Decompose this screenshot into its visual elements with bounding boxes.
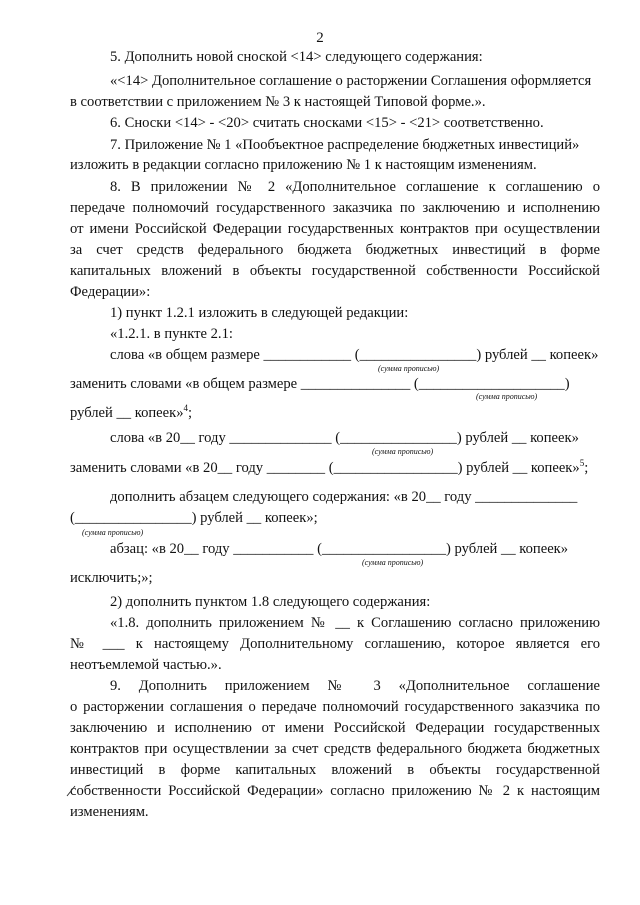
form-line-replace: заменить словами «в общем размере _______________ (____________________) (70, 376, 570, 392)
paragraph-line: заключению и исполнению от имени Российской Федерации государственных (70, 720, 600, 736)
caption-sum-in-words: (сумма прописью) (372, 447, 434, 456)
paragraph-line: собственности Российской Федерации» согласно приложению № 2 к настоящим (70, 783, 600, 799)
footnote-ref: 5 (579, 458, 585, 469)
paragraph-line: контрактов при осуществлении за счет средств федерального бюджета бюджетных (70, 741, 600, 757)
caption-sum-in-words: (сумма прописью) (362, 558, 424, 567)
quote-1-2-1: «1.2.1. в пункте 2.1: (110, 326, 233, 342)
paragraph-line: Федерации»: (70, 284, 151, 300)
caption-sum-in-words: (сумма прописью) (476, 392, 538, 401)
subitem-2: 2) дополнить пунктом 1.8 следующего содержания: (110, 594, 431, 610)
caption-sum-in-words: (сумма прописью) (82, 528, 144, 537)
form-line-year: слова «в 20__ году ______________ (________________) рублей __ копеек» (110, 430, 579, 446)
paragraph-line: изменениям. (70, 804, 149, 820)
item-8: 8. В приложении № 2 «Дополнительное соглашение к соглашению о (110, 179, 600, 195)
paragraph-line: изложить в редакции согласно приложению № 1 к настоящим изменениям. (70, 157, 537, 173)
item-9: 9. Дополнить приложением № 3 «Дополнительное соглашение (110, 678, 600, 694)
paragraph-line: о расторжении соглашения о передаче полномочий государственного заказчика по (70, 699, 600, 715)
paragraph-line: исключить;»; (70, 570, 153, 586)
paragraph-line: в соответствии с приложением № 3 к настоящей Типовой форме.». (70, 94, 486, 110)
form-line-sum: (________________) рублей __ копеек»; (70, 510, 318, 526)
paragraph-line: инвестиций в форме капитальных вложений в объекты государственной (70, 762, 600, 778)
form-line-words: слова «в общем размере ____________ (________________) рублей __ копеек» (110, 347, 599, 363)
item-6: 6. Сноски <14> - <20> считать сносками <15> - <21> соответственно. (110, 115, 544, 131)
paragraph-line: № ___ к настоящему Дополнительному соглашению, которое является его (70, 636, 600, 652)
form-line-abzac: абзац: «в 20__ году ___________ (_________________) рублей __ копеек» (110, 541, 569, 557)
paragraph-line: капитальных вложений в объекты государственной собственности Российской (70, 263, 600, 279)
item-5: 5. Дополнить новой сноской <14> следующего содержания: (110, 49, 483, 65)
paragraph-line: передаче полномочий государственного заказчика по заключению и исполнению (70, 200, 600, 216)
subitem-1: 1) пункт 1.2.1 изложить в следующей редакции: (110, 305, 409, 321)
quote-1-8: «1.8. дополнить приложением № __ к Соглашению согласно приложению (110, 615, 600, 631)
caption-sum-in-words: (сумма прописью) (378, 364, 440, 373)
form-line-add-paragraph: дополнить абзацем следующего содержания: «в 20__ году ______________ (110, 489, 578, 505)
pen-stroke-mark (64, 784, 78, 798)
page-number: 2 (316, 30, 324, 46)
paragraph-line: за счет средств федерального бюджета бюджетных инвестиций в форме (70, 242, 600, 258)
form-line-replace-year: заменить словами «в 20__ году ________ (_________________) рублей __ копеек»$^5$; (70, 458, 589, 476)
form-line-rubles: рублей __ копеек»$^4$; (70, 403, 193, 421)
item-7: 7. Приложение № 1 «Пообъектное распределение бюджетных инвестиций» (110, 137, 580, 153)
footnote-14-text: «<14> Дополнительное соглашение о расторжении Соглашения оформляется (110, 73, 592, 89)
paragraph-line: неотъемлемой частью.». (70, 657, 222, 673)
footnote-ref: 4 (183, 403, 189, 414)
paragraph-line: от имени Российской Федерации государственных контрактов при осуществлении (70, 221, 600, 237)
